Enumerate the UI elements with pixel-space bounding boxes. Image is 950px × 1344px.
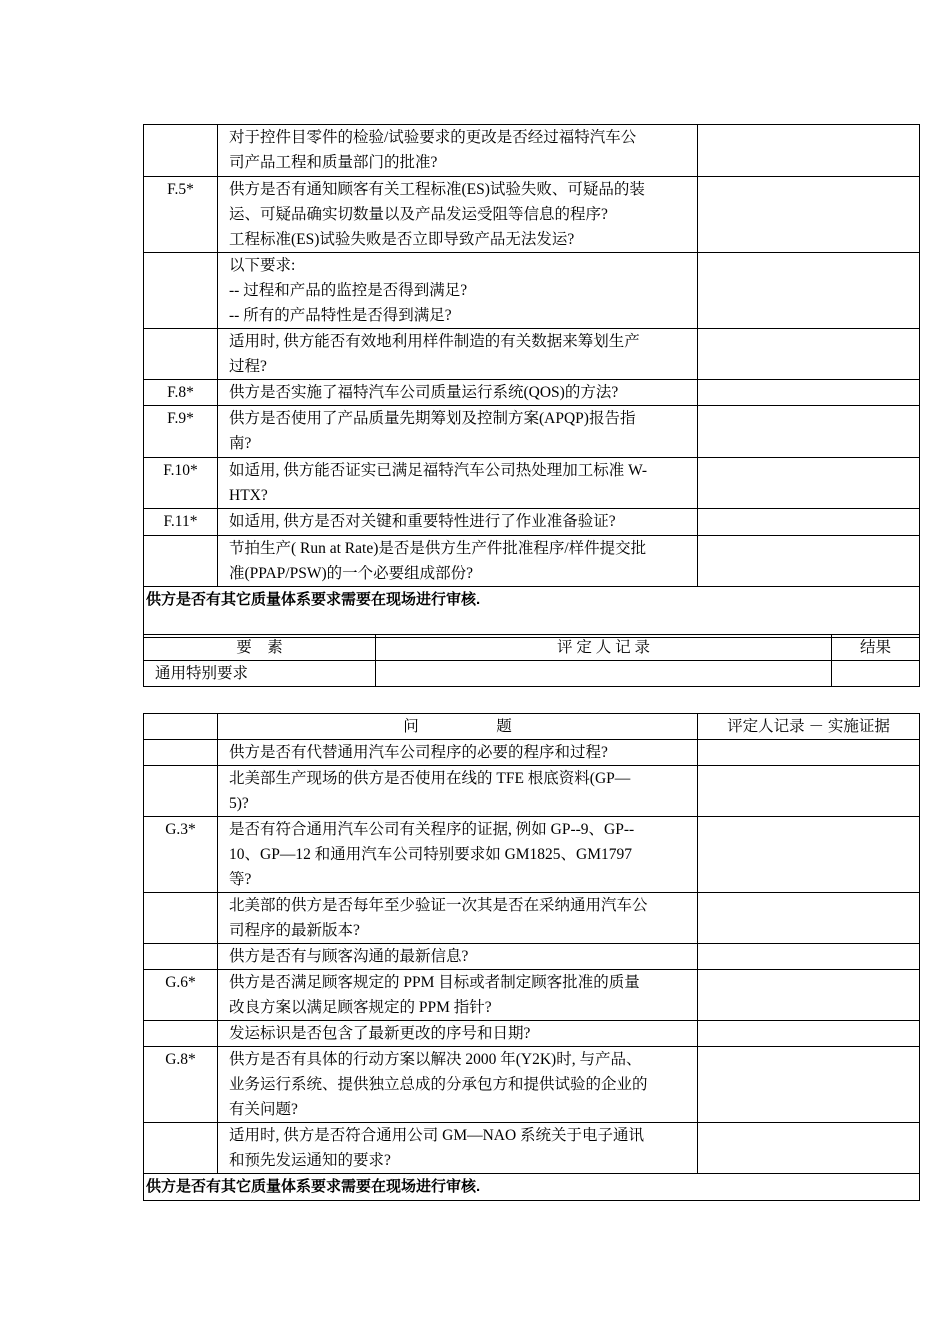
table-row (144, 177, 920, 253)
question-line: 供方是否有具体的行动方案以解决 2000 年(Y2K)时, 与产品、 (229, 1051, 642, 1068)
table-row (144, 893, 920, 944)
question-text (218, 177, 698, 253)
question-line: 以下要求: (229, 257, 296, 274)
record-cell[interactable] (698, 536, 920, 587)
question-line: 如适用, 供方能否证实已满足福特汽车公司热处理加工标准 W- (229, 462, 648, 479)
question-line: 准(PPAP/PSW)的一个必要组成部份? (229, 565, 474, 582)
gm-result-cell[interactable] (832, 661, 920, 687)
result-header: 结果 (832, 635, 920, 661)
table-row (144, 509, 920, 536)
closing-row (144, 587, 920, 638)
record-cell[interactable] (698, 817, 920, 893)
record-cell[interactable] (698, 766, 920, 817)
gm-specific-label: 通用特别要求 (144, 661, 376, 687)
table-row (144, 817, 920, 893)
table-row (144, 406, 920, 458)
question-line: 供方是否实施了福特汽车公司质量运行系统(QOS)的方法? (229, 384, 619, 401)
record-header: 评 定 人 记 录 (376, 635, 832, 661)
question-text (218, 253, 698, 329)
item-id (144, 253, 218, 329)
question-line: 司程序的最新版本? (229, 922, 360, 939)
record-cell[interactable] (698, 1123, 920, 1174)
question-text (218, 329, 698, 380)
question-text (218, 893, 698, 944)
question-line: 等? (229, 871, 252, 888)
question-text (218, 125, 698, 177)
item-id: F.10* (144, 458, 218, 509)
item-id (144, 944, 218, 970)
question-line: 北美部的供方是否每年至少验证一次其是否在采纳通用汽车公 (229, 897, 648, 914)
question-text (218, 766, 698, 817)
table-row (144, 944, 920, 970)
element-header: 要 素 (144, 635, 376, 661)
question-line: 供方是否有代替通用汽车公司程序的必要的程序和过程? (229, 744, 608, 761)
table-row (144, 253, 920, 329)
requirements-header-table (143, 634, 920, 687)
question-line: 对于控件目零件的检验/试验要求的更改是否经过福特汽车公 (229, 129, 637, 146)
question-line: 适用时, 供方能否有效地利用样件制造的有关数据来筹划生产 (229, 333, 640, 350)
table-row (144, 970, 920, 1021)
question-text (218, 944, 698, 970)
question-text (218, 380, 698, 406)
question-line: -- 所有的产品特性是否得到满足? (229, 307, 452, 324)
table-row (144, 329, 920, 380)
question-text (218, 1047, 698, 1123)
item-id: F.11* (144, 509, 218, 536)
record-cell[interactable] (698, 740, 920, 766)
item-id: G.8* (144, 1047, 218, 1123)
table-row (144, 536, 920, 587)
table-row (144, 380, 920, 406)
item-id: F.8* (144, 380, 218, 406)
gm-record-cell[interactable] (376, 661, 832, 687)
question-line: 南? (229, 435, 252, 452)
table-row (144, 740, 920, 766)
question-text (218, 536, 698, 587)
record-cell[interactable] (698, 970, 920, 1021)
evidence-header: 评定人记录 － 实施证据 (698, 714, 920, 740)
record-cell[interactable] (698, 458, 920, 509)
record-cell[interactable] (698, 1021, 920, 1047)
question-text (218, 740, 698, 766)
item-id: G.3* (144, 817, 218, 893)
item-id (144, 740, 218, 766)
table-row (144, 1047, 920, 1123)
record-cell[interactable] (698, 253, 920, 329)
record-cell[interactable] (698, 329, 920, 380)
question-line: 过程? (229, 358, 267, 375)
item-id (144, 1021, 218, 1047)
closing-question: 供方是否有其它质量体系要求需要在现场进行审核. (144, 1174, 920, 1201)
table-row (144, 1021, 920, 1047)
question-line: 发运标识是否包含了最新更改的序号和日期? (229, 1025, 531, 1042)
item-id (144, 125, 218, 177)
question-line: 5)? (229, 795, 249, 812)
question-text (218, 1123, 698, 1174)
table-row (144, 458, 920, 509)
record-cell[interactable] (698, 893, 920, 944)
question-line: 和预先发运通知的要求? (229, 1152, 391, 1169)
section-g-table (143, 713, 920, 1201)
closing-row (144, 1174, 920, 1201)
section-f-table (143, 124, 920, 638)
question-text (218, 509, 698, 536)
question-line: 改良方案以满足顾客规定的 PPM 指针? (229, 999, 492, 1016)
record-cell[interactable] (698, 944, 920, 970)
question-line: 供方是否有通知顾客有关工程标准(ES)试验失败、可疑品的装 (229, 181, 645, 198)
item-id (144, 329, 218, 380)
item-id (144, 766, 218, 817)
question-line: 供方是否使用了产品质量先期筹划及控制方案(APQP)报告指 (229, 410, 636, 427)
question-line: 工程标准(ES)试验失败是否立即导致产品无法发运? (229, 231, 575, 248)
item-id: G.6* (144, 970, 218, 1021)
question-line: HTX? (229, 487, 268, 504)
question-header: 问 题 (218, 714, 698, 740)
question-line: 是否有符合通用汽车公司有关程序的证据, 例如 GP--9、GP-- (229, 821, 635, 838)
question-text (218, 458, 698, 509)
record-cell[interactable] (698, 509, 920, 536)
item-id (144, 893, 218, 944)
question-line: 北美部生产现场的供方是否使用在线的 TFE 根底资料(GP— (229, 770, 631, 787)
record-cell[interactable] (698, 1047, 920, 1123)
question-line: 10、GP—12 和通用汽车公司特别要求如 GM1825、GM1797 (229, 846, 633, 863)
question-line: 供方是否满足顾客规定的 PPM 目标或者制定顾客批准的质量 (229, 974, 640, 991)
item-id: F.5* (144, 177, 218, 253)
question-line: 供方是否有与顾客沟通的最新信息? (229, 948, 469, 965)
item-id (144, 1123, 218, 1174)
question-text (218, 406, 698, 458)
record-cell[interactable] (698, 406, 920, 458)
question-line: 如适用, 供方是否对关键和重要特性进行了作业准备验证? (229, 513, 616, 530)
closing-question: 供方是否有其它质量体系要求需要在现场进行审核. (144, 587, 920, 638)
question-line: 节拍生产( Run at Rate)是否是供方生产件批准程序/样件提交批 (229, 540, 647, 557)
question-line: 有关问题? (229, 1101, 298, 1118)
id-header-cell (144, 714, 218, 740)
record-cell[interactable] (698, 380, 920, 406)
question-text (218, 1021, 698, 1047)
question-text (218, 970, 698, 1021)
item-id: F.9* (144, 406, 218, 458)
question-line: 运、可疑品确实切数量以及产品发运受阻等信息的程序? (229, 206, 608, 223)
question-line: 适用时, 供方是否符合通用公司 GM—NAO 系统关于电子通讯 (229, 1127, 645, 1144)
table-row (144, 766, 920, 817)
record-cell[interactable] (698, 125, 920, 177)
table-row (144, 125, 920, 177)
question-text (218, 817, 698, 893)
question-line: -- 过程和产品的监控是否得到满足? (229, 282, 468, 299)
item-id (144, 536, 218, 587)
question-line: 业务运行系统、提供独立总成的分承包方和提供试验的企业的 (229, 1076, 648, 1093)
table-row (144, 1123, 920, 1174)
question-line: 司产品工程和质量部门的批准? (229, 154, 438, 171)
record-cell[interactable] (698, 177, 920, 253)
